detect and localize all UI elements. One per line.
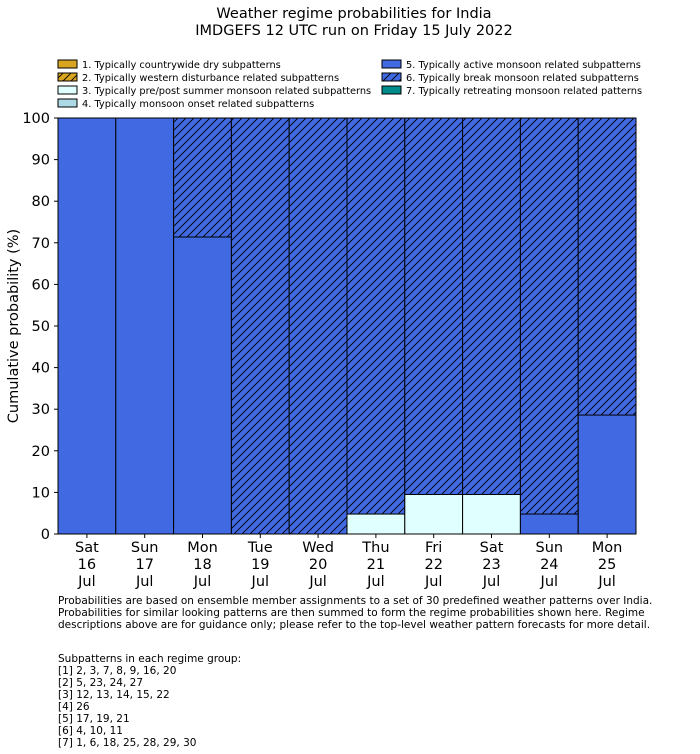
- subpattern-group-4: [4] 26: [58, 701, 90, 713]
- y-tick-label: 90: [31, 152, 50, 169]
- x-tick-label-day: 16: [77, 557, 97, 573]
- legend: [58, 60, 642, 110]
- y-tick-label: 0: [40, 527, 50, 543]
- y-tick-label: 10: [31, 485, 50, 502]
- subpatterns-heading: Subpatterns in each regime group:: [58, 653, 242, 665]
- bar-segment-day8-series6: [463, 118, 521, 494]
- legend-swatch-4: [58, 99, 77, 107]
- legend-swatch-3: [58, 86, 77, 94]
- legend-label-7: 7. Typically retreating monsoon related patterns: [406, 86, 643, 97]
- legend-swatch-5: [382, 60, 401, 68]
- x-tick-label-day: 24: [540, 557, 559, 573]
- chart-subtitle: IMDGEFS 12 UTC run on Friday 15 July 2022: [195, 23, 513, 39]
- legend-label-3: 3. Typically pre/post summer monsoon related subpatterns: [82, 86, 372, 97]
- bar-segment-day1-series5: [58, 118, 116, 534]
- notes: [58, 595, 688, 749]
- note-line-2: Probabilities for similar looking patterns are then summed to form the regime probabilities shown here. Regime: [58, 607, 645, 619]
- x-tick-label-weekday: Thu: [362, 540, 390, 556]
- x-tick-label-day: 23: [482, 557, 501, 573]
- chart-title: Weather regime probabilities for India: [216, 6, 492, 22]
- legend-label-4: 4. Typically monsoon onset related subpatterns: [82, 99, 315, 110]
- bar-segment-day5-series6: [289, 118, 347, 534]
- x-tick-label-month: Jul: [367, 574, 385, 590]
- legend-label-1: 1. Typically countrywide dry subpatterns: [82, 60, 281, 71]
- x-tick-label-weekday: Wed: [302, 540, 334, 556]
- x-tick-label-month: Jul: [424, 574, 443, 590]
- bar-segment-day3-series6: [174, 118, 232, 237]
- legend-swatch-2: [58, 73, 77, 81]
- x-tick-label-weekday: Mon: [187, 540, 218, 556]
- x-tick-label-day: 25: [597, 557, 617, 573]
- bar-segment-day8-series3: [463, 494, 521, 534]
- y-tick-label: 70: [31, 235, 50, 252]
- bar-segment-day9-series6: [520, 118, 578, 514]
- x-tick-label-weekday: Sat: [75, 540, 99, 556]
- x-tick-label-weekday: Sun: [130, 540, 159, 556]
- y-tick-label: 80: [31, 194, 50, 211]
- subpattern-group-5: [5] 17, 19, 21: [58, 713, 130, 725]
- x-tick-label-month: Jul: [309, 574, 327, 590]
- legend-label-2: 2. Typically western disturbance related subpatterns: [82, 73, 340, 84]
- subpattern-group-3: [3] 12, 13, 14, 15, 22: [58, 689, 170, 701]
- x-tick-label-day: 19: [251, 557, 270, 573]
- y-tick-label: 30: [31, 402, 50, 419]
- x-tick-label-day: 17: [135, 557, 154, 573]
- x-tick-label-day: 18: [193, 557, 212, 573]
- x-tick-label-month: Jul: [540, 574, 559, 590]
- legend-label-5: 5. Typically active monsoon related subpatterns: [406, 60, 641, 71]
- bar-segment-day2-series5: [116, 118, 174, 534]
- x-tick-label-weekday: Mon: [591, 540, 623, 556]
- x-tick-label-day: 20: [308, 557, 328, 573]
- x-tick-label-weekday: Sat: [479, 540, 504, 556]
- subpattern-group-6: [6] 4, 10, 11: [58, 725, 123, 737]
- note-line-3: descriptions above are for guidance only; please refer to the top-level weather pattern forecasts for more detail.: [58, 619, 651, 631]
- bar-segment-day4-series6: [231, 118, 289, 534]
- bar-segment-day6-series3: [347, 514, 405, 534]
- bar-segment-day10-series6: [578, 118, 636, 415]
- subpattern-group-1: [1] 2, 3, 7, 8, 9, 16, 20: [58, 665, 177, 677]
- bar-segment-day10-series5: [578, 415, 636, 534]
- x-tick-label-weekday: Fri: [425, 540, 443, 556]
- y-tick-label: 60: [31, 277, 50, 294]
- y-axis-label: Cumulative probability (%): [6, 228, 22, 424]
- x-tick-label-month: Jul: [193, 574, 212, 590]
- legend-label-6: 6. Typically break monsoon related subpatterns: [406, 73, 639, 84]
- x-tick-label-weekday: Tue: [247, 540, 273, 556]
- legend-swatch-6: [382, 73, 401, 81]
- y-tick-label: 50: [31, 319, 50, 335]
- x-tick-label-month: Jul: [482, 574, 501, 590]
- x-tick-label-month: Jul: [251, 574, 270, 590]
- bars: [58, 118, 636, 534]
- bar-segment-day9-series5: [520, 514, 578, 534]
- x-tick-label-day: 21: [366, 557, 386, 573]
- legend-swatch-1: [58, 60, 77, 68]
- x-tick-label-weekday: Sun: [535, 540, 564, 556]
- y-tick-label: 40: [31, 360, 50, 377]
- bar-segment-day6-series6: [347, 118, 405, 514]
- y-tick-label: 100: [22, 111, 50, 127]
- bar-segment-day3-series5: [174, 237, 232, 534]
- legend-swatch-7: [382, 86, 401, 94]
- x-tick-label-day: 22: [424, 557, 443, 573]
- x-tick-label-month: Jul: [135, 574, 154, 590]
- subpattern-group-7: [7] 1, 6, 18, 25, 28, 29, 30: [58, 737, 197, 749]
- note-line-1: Probabilities are based on ensemble member assignments to a set of 30 predefined weather patterns over India.: [58, 595, 653, 607]
- bar-segment-day7-series6: [405, 118, 463, 494]
- bar-segment-day7-series3: [405, 494, 463, 534]
- x-tick-label-month: Jul: [78, 574, 96, 590]
- x-tick-label-month: Jul: [598, 574, 616, 590]
- y-tick-label: 20: [31, 443, 50, 460]
- subpattern-group-2: [2] 5, 23, 24, 27: [58, 677, 143, 689]
